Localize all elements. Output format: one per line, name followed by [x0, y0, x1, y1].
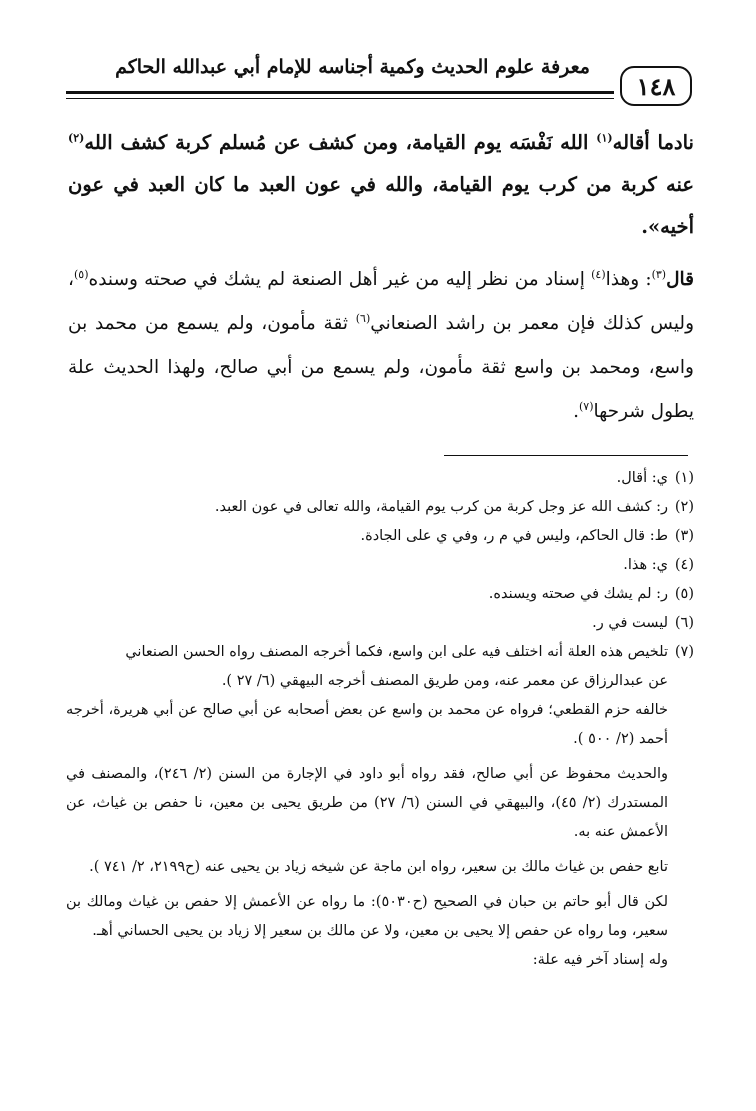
footnote-4 — [66, 551, 694, 580]
commentary-text-4: ثقة مأمون، ولم يسمع من محمد بن واسع، ومحمد بن واسع ثقة مأمون، ولم يسمع من أبي صالح، ولهذا الحديث علة يطول شرحها — [68, 313, 694, 422]
commentary-paragraph — [68, 258, 694, 434]
footnote-ref-2[interactable]: (٢) — [68, 131, 85, 145]
footnote-6 — [66, 609, 694, 638]
footnote-text: ي: أقال. — [616, 470, 668, 486]
footnote-number: (٥) — [674, 586, 694, 602]
header-rule-thin — [66, 98, 614, 99]
footnote-text: ر: لم يشك في صحته ويسنده. — [488, 586, 668, 602]
footnote-7-continuation-2: خالفه حزم القطعي؛ فرواه عن محمد بن واسع عن بعض أصحابه عن أبي صالح عن أبي هريرة، أخرجه أحمد (٢/ ٥٠٠ ). — [66, 702, 668, 747]
footnote-separator — [444, 455, 688, 456]
footnote-7 — [66, 638, 694, 667]
footnote-3 — [66, 522, 694, 551]
commentary-text-3: ، وليس كذلك فإن معمر بن راشد الصنعاني — [68, 269, 694, 334]
footnote-ref-5[interactable]: (٥) — [73, 267, 89, 281]
footnote-ref-6[interactable]: (٦) — [355, 311, 371, 325]
footnote-7-continuation-4: تابع حفص بن غياث مالك بن سعير، رواه ابن ماجة عن شيخه زياد بن يحيى عنه (ح٢١٩٩، ٢/ ٧٤١ ). — [89, 859, 668, 875]
footnote-number: (٧) — [674, 644, 694, 660]
hadith-paragraph — [68, 122, 694, 248]
footnote-number: (١) — [674, 470, 694, 486]
footnote-text: ي: هذا. — [623, 557, 668, 573]
footnote-text: ر: كشف الله عز وجل كربة من كرب يوم القيامة، والله تعالى في عون العبد. — [214, 499, 668, 515]
footnote-number: (٦) — [674, 615, 694, 631]
header-rule — [66, 91, 614, 94]
footnote-1 — [66, 464, 694, 493]
footnote-ref-7[interactable]: (٧) — [578, 399, 594, 413]
footnote-text: ط: قال الحاكم، وليس في م ر، وفي ي على الجادة. — [360, 528, 668, 544]
footnote-number: (٣) — [674, 528, 694, 544]
commentary-lead: قال — [666, 269, 694, 290]
page-number: ١٤٨ — [620, 66, 692, 106]
hadith-text-1: نادما أقاله — [612, 131, 694, 154]
commentary-text-2: إسناد من نظر إليه من غير أهل الصنعة لم يشك في صحته وسنده — [88, 269, 592, 290]
hadith-text-2: الله نَفْسَه يوم القيامة، ومن كشف عن مُسلم كربة كشف الله — [84, 131, 597, 154]
footnote-text: ليست في ر. — [592, 615, 668, 631]
commentary-text-1: : وهذا — [605, 269, 652, 290]
footnote-ref-1[interactable]: (١) — [596, 131, 613, 145]
footnote-text: تلخيص هذه العلة أنه اختلف فيه على ابن واسع، فكما أخرجه المصنف رواه الحسن الصنعاني — [125, 644, 668, 660]
footnote-7-continuation-3: والحديث محفوظ عن أبي صالح، فقد رواه أبو داود في الإجارة من السنن (٢/ ٢٤٦)، والمصنف في المستدرك (٢/ ٤٥)، والبيهقي في السنن (٦/ ٢٧) من طريق يحيى بن معين، نا حفص بن غياث، عن الأعمش عنه به. — [66, 766, 669, 840]
footnotes — [66, 464, 694, 975]
footnote-ref-4[interactable]: (٤) — [591, 267, 606, 281]
footnote-7-continuation-1: عن عبدالرزاق عن معمر عنه، ومن طريق المصنف أخرجه البيهقي (٦/ ٢٧ ). — [221, 673, 668, 689]
hadith-text-3: عنه كربة من كرب يوم القيامة، والله في عون العبد ما كان العبد في عون أخيه». — [68, 173, 694, 238]
main-text — [68, 122, 694, 434]
footnote-2 — [66, 493, 694, 522]
running-header-title: معرفة علوم الحديث وكمية أجناسه للإمام أبي عبدالله الحاكم — [115, 56, 590, 78]
footnote-ref-3[interactable]: (٣) — [651, 267, 667, 281]
footnote-7-continuation-5: لكن قال أبو حاتم بن حبان في الصحيح (ح٥٠٣٠): ما رواه عن الأعمش إلا حفص بن غياث ومالك بن سعير، وما رواه عن حفص إلا يحيى بن معين، ولا عن مالك بن سعير إلا زياد بن يحيى الحساني أهـ. — [66, 894, 668, 939]
commentary-text-5: . — [573, 401, 579, 422]
footnote-7-continuation-6: وله إسناد آخر فيه علة: — [532, 952, 668, 968]
footnote-number: (٤) — [674, 557, 694, 573]
footnote-5 — [66, 580, 694, 609]
footnote-number: (٢) — [674, 499, 694, 515]
